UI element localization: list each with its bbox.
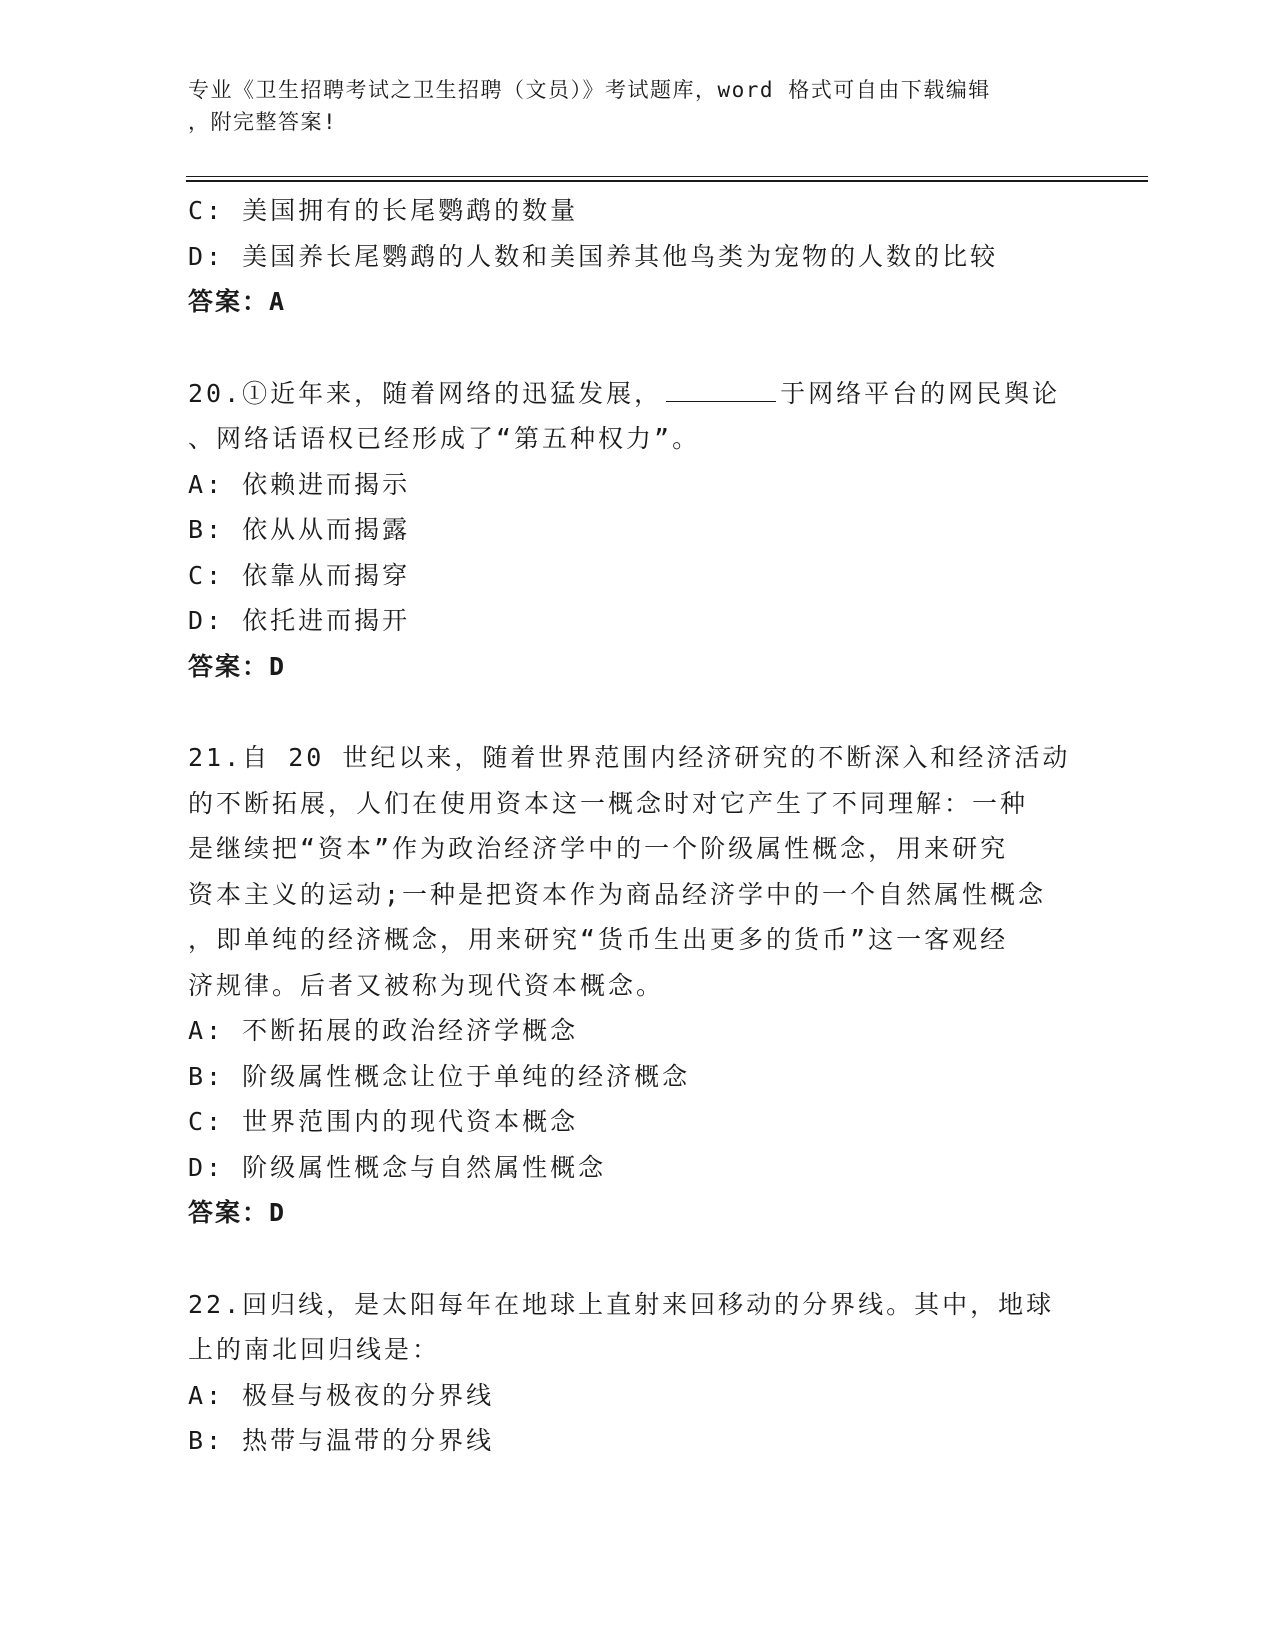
q21-stem-line-1: 21.自 20 世纪以来，随着世界范围内经济研究的不断深入和经济活动 <box>188 743 1071 772</box>
q20-option-b: B: 依从从而揭露 <box>188 515 411 544</box>
q20-option-c: C: 依靠从而揭穿 <box>188 560 411 590</box>
q22-stem-line-1: 22.回归线，是太阳每年在地球上直射来回移动的分界线。其中，地球 <box>188 1289 1055 1319</box>
q21-stem-line-5: ，即单纯的经济概念，用来研究“货币生出更多的货币”这一客观经 <box>188 925 1009 954</box>
q22-option-a: A: 极昼与极夜的分界线 <box>188 1380 495 1410</box>
q20-option-d: D: 依托进而揭开 <box>188 606 411 635</box>
q19-option-c: C: 美国拥有的长尾鹦鹉的数量 <box>188 196 579 225</box>
q22-stem-line-2: 上的南北回归线是： <box>188 1335 441 1364</box>
q20-stem-line-2: 、网络话语权已经形成了“第五种权力”。 <box>188 424 701 453</box>
q20-stem-part-a: 20.①近年来，随着网络的迅猛发展， <box>188 378 663 408</box>
q21-stem-line-6: 济规律。后者又被称为现代资本概念。 <box>188 970 665 1000</box>
header-rule-thin <box>186 176 1148 177</box>
q19-option-d: D: 美国养长尾鹦鹉的人数和美国养其他鸟类为宠物的人数的比较 <box>188 241 999 271</box>
q21-answer: 答案：D <box>188 1198 287 1227</box>
q21-stem-line-4: 资本主义的运动;一种是把资本作为商品经济学中的一个自然属性概念 <box>188 879 1047 909</box>
document-body <box>188 188 1088 1464</box>
header-title-line-2: ，附完整答案! <box>188 110 338 134</box>
q21-stem-line-2: 的不断拓展，人们在使用资本这一概念时对它产生了不同理解：一种 <box>188 788 1029 818</box>
header-rule-thick <box>186 180 1148 182</box>
q20-stem-line-1 <box>188 371 1088 417</box>
q21-option-a: A: 不断拓展的政治经济学概念 <box>188 1016 579 1045</box>
q21-option-c: C: 世界范围内的现代资本概念 <box>188 1107 579 1136</box>
spacer <box>188 1236 1088 1282</box>
q21-stem-line-3: 是继续把“资本”作为政治经济学中的一个阶级属性概念，用来研究 <box>188 834 1009 863</box>
document-header <box>188 74 1078 138</box>
q22-option-b: B: 热带与温带的分界线 <box>188 1426 495 1455</box>
header-title-line-1: 专业《卫生招聘考试之卫生招聘（文员）》考试题库，word 格式可自由下载编辑 <box>188 78 991 102</box>
q19-answer: 答案：A <box>188 287 287 316</box>
q20-stem-part-b: 于网络平台的网民舆论 <box>780 378 1061 408</box>
spacer <box>188 325 1088 371</box>
spacer <box>188 689 1088 735</box>
q20-answer: 答案：D <box>188 651 287 681</box>
q21-option-d: D: 阶级属性概念与自然属性概念 <box>188 1152 607 1182</box>
fill-in-blank <box>666 371 776 402</box>
q21-option-b: B: 阶级属性概念让位于单纯的经济概念 <box>188 1061 691 1091</box>
q20-option-a: A: 依赖进而揭示 <box>188 469 411 499</box>
